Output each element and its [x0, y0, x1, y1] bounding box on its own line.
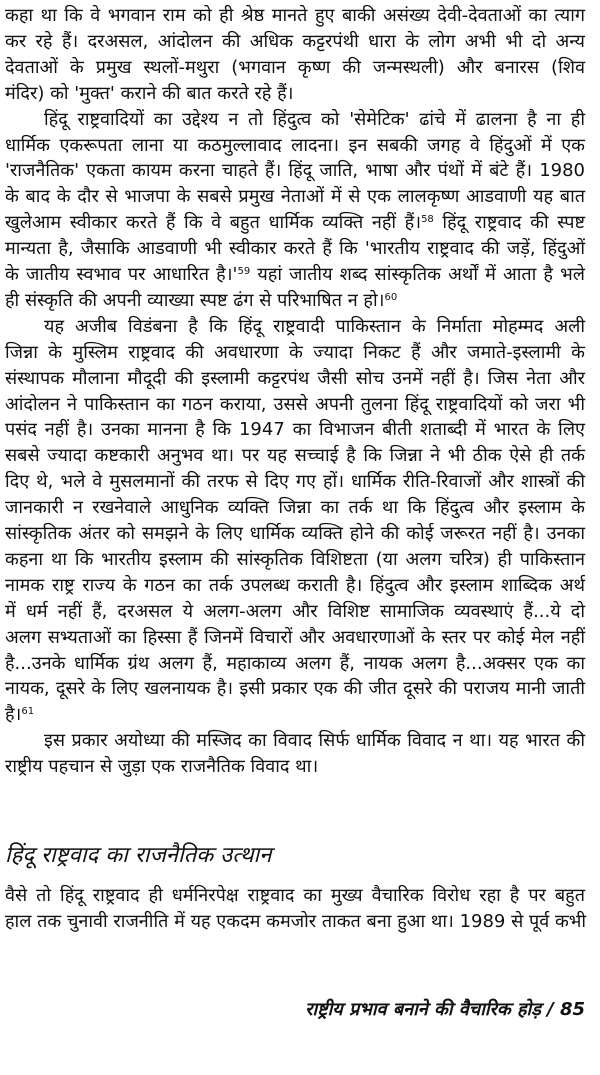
text-line [5, 652, 585, 676]
text-line [5, 522, 585, 546]
text-segment: है। [5, 704, 22, 726]
section-heading: हिंदू राष्ट्रवाद का राजनैतिक उत्थान [5, 843, 272, 868]
text-segment: हिंदू राष्ट्रवाद की स्पष्ट [433, 212, 586, 234]
text-line [5, 341, 585, 365]
text-segment: कर रहे हैं। दरअसल, आंदोलन की अधिक कट्टरपंथी धारा के लोग अभी भी दो अन्य [5, 30, 585, 52]
text-line [5, 677, 585, 701]
text-segment: दिए थे, भले वे मुसलमानों की तरफ से दिए गए हों। धार्मिक रीति-रिवाजों और शास्त्रों की [5, 471, 585, 493]
text-segment: ही संस्कृति की अपनी व्याख्या स्पष्ट ढंग से परिभाषित न हो। [5, 289, 385, 311]
text-segment: मान्यता है, जैसाकि आडवाणी भी स्वीकार करते हैं कि 'भारतीय राष्ट्रवाद की जड़ें, हिंदुओं [5, 238, 585, 260]
text-segment: जानकारी न रखनेवाले आधुनिक व्यक्ति जिन्ना का तर्क था कि हिंदुत्व और इस्लाम के [5, 497, 585, 519]
text-line [5, 159, 585, 183]
footnote-marker: 59 [237, 266, 251, 277]
text-line [5, 574, 585, 598]
text-line [5, 134, 585, 158]
text-line [44, 108, 585, 132]
text-segment: आंदोलन ने पाकिस्तान का गठन कराया, उससे अपनी तुलना हिंदू राष्ट्रवादियों को जरा भी [5, 393, 585, 415]
text-line [5, 496, 585, 520]
text-line [5, 4, 585, 28]
text-line [5, 884, 585, 908]
text-segment: नायक, दूसरे के लिए खलनायक है। इसी प्रकार एक की जीत दूसरे की पराजय मानी जाती [5, 678, 585, 700]
running-footer-page-number: राष्ट्रीय प्रभाव बनाने की वैचारिक होड़ / 85 [305, 999, 585, 1020]
text-line [5, 263, 585, 287]
text-line [5, 393, 585, 417]
text-line [5, 444, 585, 468]
text-line [5, 600, 585, 624]
text-line [5, 237, 585, 261]
text-segment: है...उनके धार्मिक ग्रंथ अलग हैं, महाकाव्य अलग हैं, नायक अलग है...अक्सर एक का [5, 652, 585, 674]
text-line [5, 755, 585, 779]
text-segment: हिंदू राष्ट्रवादियों का उद्देश्य न तो हिंदुत्व को 'सेमेटिक' ढांचे में ढालना है ना ही [44, 108, 585, 130]
text-line [5, 367, 585, 391]
text-segment: संस्थापक मौलाना मौदूदी की इस्लामी कट्टरपंथ जैसी सोच उनमें नहीं है। जिस नेता और [5, 367, 585, 389]
text-segment: खुलेआम स्वीकार करते हैं कि वे बहुत धार्मिक व्यक्ति नहीं हैं। [5, 212, 422, 234]
text-line [5, 289, 585, 313]
text-segment: जिन्ना के मुस्लिम राष्ट्रवाद की अवधारणा के ज्यादा निकट हैं और जमाते-इस्लामी के [5, 341, 585, 363]
text-segment: यहां जातीय शब्द सांस्कृतिक अर्थों में आता है भले [250, 264, 585, 285]
text-line [5, 418, 585, 442]
text-segment: 'राजनैतिक' एकता कायम करना चाहते हैं। हिंदू जाति, भाषा और पंथों में बंटे हैं। 1980 [5, 160, 585, 182]
text-line [5, 82, 585, 106]
text-line [5, 703, 585, 727]
footnote-marker: 61 [21, 706, 35, 718]
text-segment: यह अजीब विडंबना है कि हिंदू राष्ट्रवादी पाकिस्तान के निर्माता मोहम्मद अली [44, 315, 585, 337]
text-segment: राष्ट्रीय पहचान से जुड़ा एक राजनैतिक विवाद था। [5, 756, 319, 778]
text-segment: अलग सभ्यताओं का हिस्सा हैं जिनमें विचारों और अवधारणाओं के स्तर पर कोई मेल नहीं [5, 626, 585, 648]
text-segment: के जातीय स्वभाव पर आधारित है।' [5, 264, 238, 285]
text-line [5, 470, 585, 494]
text-segment: धार्मिक एकरूपता लाना या कठमुल्लावाद लादना। इन सबकी जगह वे हिंदुओं में एक [5, 134, 585, 156]
text-segment: सबसे ज्यादा कष्टकारी अनुभव था। पर यह सच्चाई है कि जिन्ना ने भी ठीक ऐसे ही तर्क [5, 445, 585, 467]
text-segment: कहना था कि भारतीय इस्लाम की सांस्कृतिक विशिष्टता (या अलग चरित्र) ही पाकिस्तान [5, 548, 585, 570]
text-segment: देवताओं के प्रमुख स्थलों-मथुरा (भगवान कृष्ण की जन्मस्थली) और बनारस (शिव [5, 56, 585, 78]
text-line [5, 56, 585, 80]
footnote-marker: 60 [384, 291, 398, 303]
text-line [5, 185, 585, 209]
text-line [5, 30, 585, 54]
footnote-marker: 58 [421, 214, 434, 226]
text-line [44, 729, 585, 753]
text-segment: सांस्कृतिक अंतर को समझने के लिए धार्मिक व्यक्ति होने की कोई जरूरत नहीं है। उनका [5, 523, 585, 544]
text-line [5, 548, 585, 572]
text-line [44, 315, 585, 339]
text-segment: पसंद नहीं है। उनका मानना है कि 1947 का विभाजन बीती शताब्दी में भारत के लिए [5, 419, 585, 441]
text-segment: कहा था कि वे भगवान राम को ही श्रेष्ठ मानते हुए बाकी असंख्य देवी-देवताओं का त्याग [5, 5, 585, 26]
text-line [5, 626, 585, 650]
text-segment: नामक राष्ट्र राज्य के गठन का तर्क उपलब्ध कराती है। हिंदुत्व और इस्लाम शाब्दिक अर्थ [5, 574, 585, 596]
text-segment: इस प्रकार अयोध्या की मस्जिद का विवाद सिर्फ धार्मिक विवाद न था। यह भारत की [44, 730, 585, 752]
text-segment: में धर्म नहीं हैं, दरअसल ये अलग-अलग और विशिष्ट सामाजिक व्यवस्थाएं हैं...ये दो [5, 600, 585, 622]
text-segment: मंदिर) को 'मुक्त' कराने की बात करते रहे हैं। [5, 82, 294, 104]
text-line [5, 211, 585, 235]
text-line [5, 910, 585, 934]
text-segment: के बाद के दौर से भाजपा के सबसे प्रमुख नेताओं में से एक लालकृष्ण आडवाणी यह बात [5, 186, 585, 208]
text-segment: हाल तक चुनावी राजनीति में यह एकदम कमजोर ताकत बना हुआ था। 1989 से पूर्व कभी [5, 910, 587, 932]
text-segment: वैसे तो हिंदू राष्ट्रवाद ही धर्मनिरपेक्ष राष्ट्रवाद का मुख्य वैचारिक विरोध रहा है पर बहुत [5, 885, 585, 906]
